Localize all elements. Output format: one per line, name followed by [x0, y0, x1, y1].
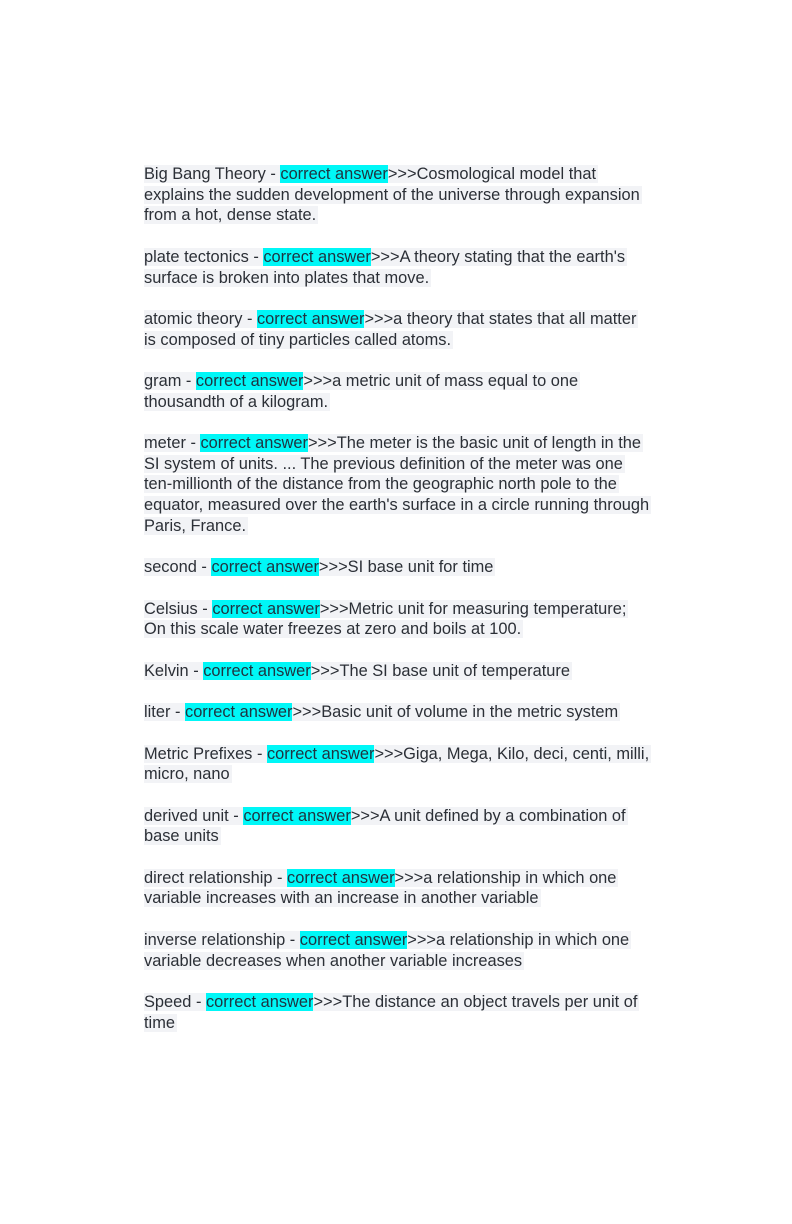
definition: Giga, Mega, Kilo, deci, centi, milli, micro, nano	[144, 744, 650, 784]
separator: -	[252, 744, 267, 763]
entry-text	[144, 869, 618, 908]
flashcard-entry	[144, 702, 650, 723]
entry-text	[144, 993, 639, 1032]
entry-text	[144, 434, 651, 535]
definition: Cosmological model that explains the sudden development of the universe through expansion from a hot, dense state.	[144, 165, 640, 225]
answer-arrow: >>>	[307, 434, 337, 453]
term: Metric Prefixes	[144, 744, 253, 763]
definition: a relationship in which one variable increases with an increase in another variable	[144, 868, 617, 908]
definition: a theory that states that all matter is composed of tiny particles called atoms.	[144, 309, 637, 349]
entry-text	[144, 310, 638, 349]
answer-arrow: >>>	[318, 558, 348, 577]
entry-text	[144, 600, 628, 639]
flashcard-entry	[144, 371, 650, 412]
entry-text	[144, 745, 651, 784]
separator: -	[242, 309, 257, 328]
definition: The distance an object travels per unit of time	[144, 992, 638, 1032]
entry-text	[144, 558, 495, 576]
term: direct relationship	[144, 868, 273, 887]
term: inverse relationship	[144, 930, 286, 949]
term: Kelvin	[144, 661, 189, 680]
answer-highlight: correct answer	[195, 371, 304, 390]
term: derived unit	[144, 806, 229, 825]
term: Celsius	[144, 599, 198, 618]
flashcard-entry	[144, 247, 650, 288]
answer-arrow: >>>	[350, 806, 380, 825]
answer-arrow: >>>	[407, 930, 436, 949]
separator: -	[191, 992, 206, 1011]
answer-highlight: correct answer	[203, 661, 311, 680]
answer-arrow: >>>	[370, 247, 400, 266]
entry-text	[144, 372, 580, 411]
term: liter	[144, 703, 171, 722]
answer-arrow: >>>	[313, 992, 343, 1011]
flashcard-entry	[144, 806, 650, 847]
answer-highlight: correct answer	[280, 165, 388, 183]
flashcard-entry	[144, 164, 650, 226]
flashcard-entry	[144, 992, 650, 1033]
answer-arrow: >>>	[319, 599, 349, 618]
definition: A unit defined by a combination of base units	[144, 806, 626, 846]
definition: A theory stating that the earth's surface is broken into plates that move.	[144, 247, 626, 287]
answer-highlight: correct answer	[243, 806, 351, 825]
flashcard-entry	[144, 868, 650, 909]
answer-highlight: correct answer	[200, 434, 308, 453]
term: Big Bang Theory	[144, 165, 266, 183]
answer-highlight: correct answer	[185, 703, 293, 722]
flashcard-entry	[144, 557, 650, 578]
entry-text	[144, 931, 631, 970]
flashcard-entry	[144, 599, 650, 640]
separator: -	[272, 868, 288, 887]
answer-highlight: correct answer	[263, 247, 371, 266]
separator: -	[265, 165, 281, 183]
entry-text	[144, 703, 620, 721]
definition: SI base unit for time	[347, 558, 494, 577]
entry-text	[144, 662, 572, 680]
answer-arrow: >>>	[387, 165, 417, 183]
answer-arrow: >>>	[374, 744, 404, 763]
separator: -	[181, 371, 196, 390]
separator: -	[248, 247, 264, 266]
entry-text	[144, 248, 627, 287]
flashcard-entry	[144, 661, 650, 682]
answer-arrow: >>>	[394, 868, 424, 887]
answer-highlight: correct answer	[205, 992, 314, 1011]
answer-arrow: >>>	[303, 371, 333, 390]
term: plate tectonics	[144, 247, 249, 266]
definition: Basic unit of volume in the metric system	[321, 703, 619, 722]
answer-arrow: >>>	[310, 661, 340, 680]
separator: -	[185, 434, 201, 453]
separator: -	[285, 930, 300, 949]
entry-text	[144, 165, 642, 224]
answer-highlight: correct answer	[299, 930, 408, 949]
term: Speed	[144, 992, 192, 1011]
definition: a metric unit of mass equal to one thousandth of a kilogram.	[144, 371, 579, 411]
definition: The SI base unit of temperature	[339, 661, 570, 680]
term: second	[144, 558, 197, 577]
definition: The meter is the basic unit of length in the SI system of units. ... The previous definition of the meter was one ten-millionth of the distance from the geographic north pole to the equator, measured over the earth's surface in a circle running through Paris, France.	[144, 434, 650, 535]
entry-text	[144, 807, 628, 846]
separator: -	[188, 661, 204, 680]
separator: -	[170, 703, 185, 722]
definition: a relationship in which one variable decreases when another variable increases	[144, 930, 630, 970]
flashcard-entry	[144, 433, 650, 537]
flashcard-entry	[144, 744, 650, 785]
separator: -	[196, 558, 212, 577]
separator: -	[228, 806, 244, 825]
answer-highlight: correct answer	[287, 868, 395, 887]
flashcard-entry	[144, 309, 650, 350]
answer-highlight: correct answer	[266, 744, 375, 763]
flashcard-entry	[144, 930, 650, 971]
separator: -	[197, 599, 213, 618]
answer-highlight: correct answer	[211, 558, 319, 577]
answer-highlight: correct answer	[212, 599, 320, 618]
term: atomic theory	[144, 309, 243, 328]
definition: Metric unit for measuring temperature; On this scale water freezes at zero and boils at 100.	[144, 599, 627, 639]
answer-highlight: correct answer	[256, 309, 365, 328]
term: meter	[144, 434, 186, 453]
answer-arrow: >>>	[364, 309, 394, 328]
answer-arrow: >>>	[292, 703, 322, 722]
flashcard-list	[144, 164, 650, 1054]
term: gram	[144, 371, 182, 390]
